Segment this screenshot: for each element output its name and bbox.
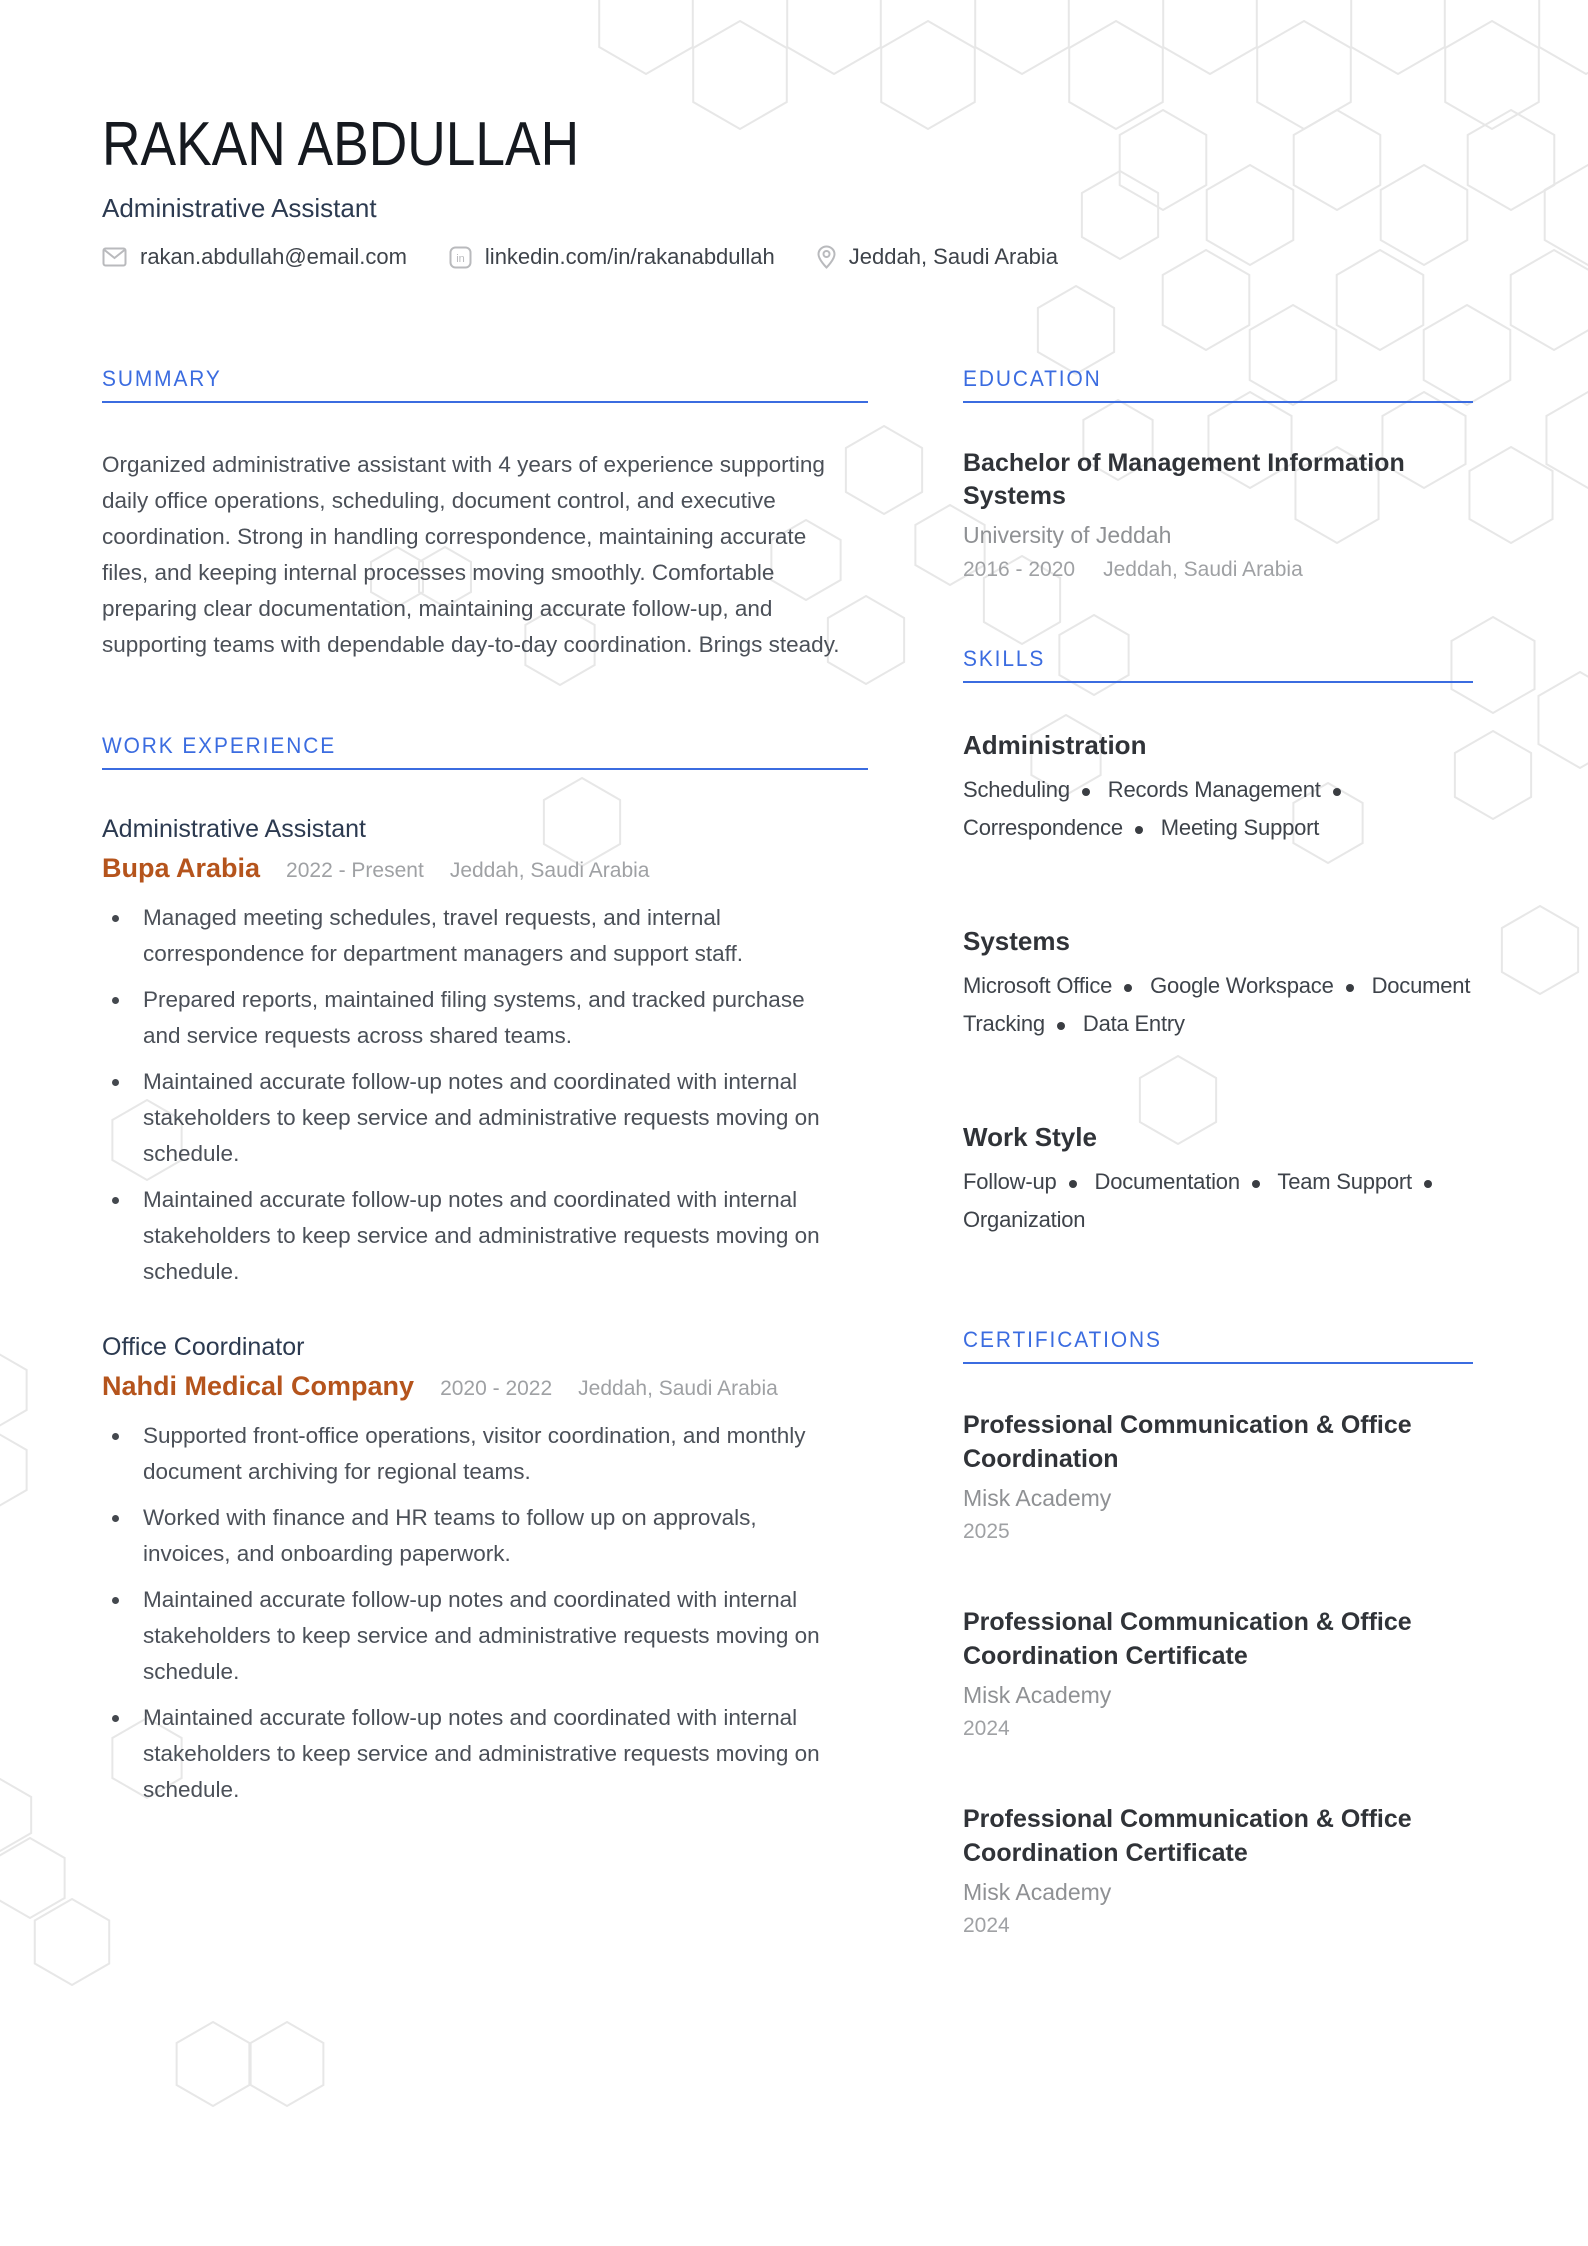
company-name: Bupa Arabia [102, 853, 261, 883]
location-icon [817, 245, 836, 269]
right-column [963, 366, 1473, 1939]
skill-group-title: Work Style [963, 1122, 1097, 1152]
bullet-separator [1057, 1022, 1065, 1030]
contact-email [102, 244, 407, 270]
skill-item: Follow-up [963, 1169, 1057, 1194]
bullet-separator [1424, 1180, 1432, 1188]
education-entry [963, 447, 1473, 582]
bullet-item: Worked with finance and HR teams to follow up on approvals, invoices, and onboarding paperwork. [102, 1500, 840, 1572]
resume-content [102, 112, 1475, 1939]
education-meta [963, 558, 1473, 582]
skill-item: Microsoft Office [963, 973, 1113, 998]
skill-items [963, 1163, 1473, 1239]
job-entry [102, 1332, 868, 1808]
certification-year: 2025 [963, 1520, 1010, 1543]
degree-title: Bachelor of Management Information Systems [963, 449, 1405, 510]
work-experience-heading: WORK EXPERIENCE [102, 733, 868, 770]
skill-group-title: Systems [963, 926, 1070, 956]
education-location: Jeddah, Saudi Arabia [1103, 558, 1303, 581]
bullet-separator [1135, 826, 1143, 834]
bullet-separator [1082, 788, 1090, 796]
contact-location [817, 244, 1058, 270]
email-text: rakan.abdullah@email.com [140, 244, 407, 269]
skill-items [963, 771, 1473, 847]
bullet-item: Maintained accurate follow-up notes and coordinated with internal stakeholders to keep service and administrative requests moving on schedule. [102, 1700, 840, 1808]
job-dates: 2020 - 2022 [440, 1377, 553, 1400]
skills-section [963, 646, 1473, 1239]
certification-entry [963, 1408, 1473, 1545]
svg-text:in: in [456, 252, 465, 265]
summary-section [102, 366, 868, 663]
location-text: Jeddah, Saudi Arabia [848, 244, 1058, 269]
company-name: Nahdi Medical Company [102, 1371, 415, 1401]
certification-title: Professional Communication & Office Coordination Certificate [963, 1805, 1412, 1867]
work-experience-section [102, 733, 868, 1808]
bullet-separator [1252, 1180, 1260, 1188]
bullet-separator [1346, 984, 1354, 992]
summary-heading: SUMMARY [102, 366, 868, 403]
job-title: Administrative Assistant [102, 815, 366, 843]
education-section [963, 366, 1473, 582]
certification-entry [963, 1802, 1473, 1939]
certification-title: Professional Communication & Office Coordination Certificate [963, 1608, 1412, 1670]
certification-title: Professional Communication & Office Coordination [963, 1411, 1412, 1473]
bullet-item: Managed meeting schedules, travel requests, and internal correspondence for department managers and support staff. [102, 900, 840, 972]
bullet-dot-icon [112, 1433, 119, 1440]
candidate-title: Administrative Assistant [102, 193, 377, 223]
bullet-dot-icon [112, 1597, 119, 1604]
certifications-heading: CERTIFICATIONS [963, 1327, 1473, 1364]
bullet-item: Supported front-office operations, visitor coordination, and monthly document archiving for regional teams. [102, 1418, 840, 1490]
school-name: University of Jeddah [963, 522, 1172, 548]
bullet-separator [1124, 984, 1132, 992]
job-location: Jeddah, Saudi Arabia [449, 859, 650, 882]
contact-row [102, 244, 1475, 270]
bullet-item: Prepared reports, maintained filing systems, and tracked purchase and service requests across shared teams. [102, 982, 840, 1054]
certification-entry [963, 1605, 1473, 1742]
skill-items [963, 967, 1473, 1043]
certifications-section [963, 1327, 1473, 1939]
bullet-dot-icon [112, 915, 119, 922]
certification-year: 2024 [963, 1914, 1010, 1937]
skill-group [963, 1121, 1473, 1239]
certification-year: 2024 [963, 1717, 1010, 1740]
bullet-dot-icon [112, 1715, 119, 1722]
bullet-list [102, 900, 868, 1290]
certification-issuer: Misk Academy [963, 1879, 1112, 1905]
bullet-item: Maintained accurate follow-up notes and coordinated with internal stakeholders to keep service and administrative requests moving on schedule. [102, 1064, 840, 1172]
summary-text: Organized administrative assistant with 4 years of experience supporting daily office operations, scheduling, document control, and executive coordination. Strong in handling correspondence, maintaining accurate files, and keeping internal processes moving smoothly. Comfortable preparing clear documentation, maintaining accurate follow-up, and supporting teams with dependable day-to-day coordination. Brings steady. [102, 452, 840, 657]
education-dates: 2016 - 2020 [963, 558, 1076, 581]
linkedin-text: linkedin.com/in/rakanabdullah [484, 244, 775, 269]
contact-linkedin [449, 244, 775, 270]
bullet-list [102, 1418, 868, 1808]
bullet-item: Maintained accurate follow-up notes and coordinated with internal stakeholders to keep service and administrative requests moving on schedule. [102, 1582, 840, 1690]
skills-heading: SKILLS [963, 646, 1473, 683]
job-location: Jeddah, Saudi Arabia [578, 1377, 778, 1400]
company-row [102, 853, 868, 884]
skill-item: Google Workspace [1150, 973, 1334, 998]
bullet-dot-icon [112, 1079, 119, 1086]
bullet-separator [1069, 1180, 1077, 1188]
bullet-dot-icon [112, 997, 119, 1004]
bullet-item: Maintained accurate follow-up notes and coordinated with internal stakeholders to keep service and administrative requests moving on schedule. [102, 1182, 840, 1290]
skill-item: Team Support [1277, 1169, 1412, 1194]
job-dates: 2022 - Present [286, 859, 424, 882]
job-entry [102, 814, 868, 1290]
skill-group [963, 925, 1473, 1043]
skill-item: Meeting Support [1160, 815, 1320, 840]
company-row [102, 1371, 868, 1402]
bullet-dot-icon [112, 1197, 119, 1204]
bullet-dot-icon [112, 1515, 119, 1522]
skill-item: Documentation [1094, 1169, 1240, 1194]
candidate-name: RAKAN ABDULLAH [102, 110, 580, 179]
skill-group-title: Administration [963, 730, 1147, 760]
linkedin-icon [449, 246, 472, 269]
certification-issuer: Misk Academy [963, 1485, 1112, 1511]
email-icon [102, 247, 127, 267]
left-column [102, 366, 868, 1939]
skill-group [963, 729, 1473, 847]
skill-item: Correspondence [963, 815, 1123, 840]
bullet-separator [1333, 788, 1341, 796]
skill-item: Scheduling [963, 777, 1070, 802]
skill-item: Data Entry [1082, 1011, 1185, 1036]
certification-issuer: Misk Academy [963, 1682, 1112, 1708]
job-title: Office Coordinator [102, 1333, 305, 1361]
skill-item: Organization [963, 1207, 1086, 1232]
skill-item: Document Tracking [963, 973, 1471, 1036]
skill-item: Records Management [1107, 777, 1321, 802]
education-heading: EDUCATION [963, 366, 1473, 403]
